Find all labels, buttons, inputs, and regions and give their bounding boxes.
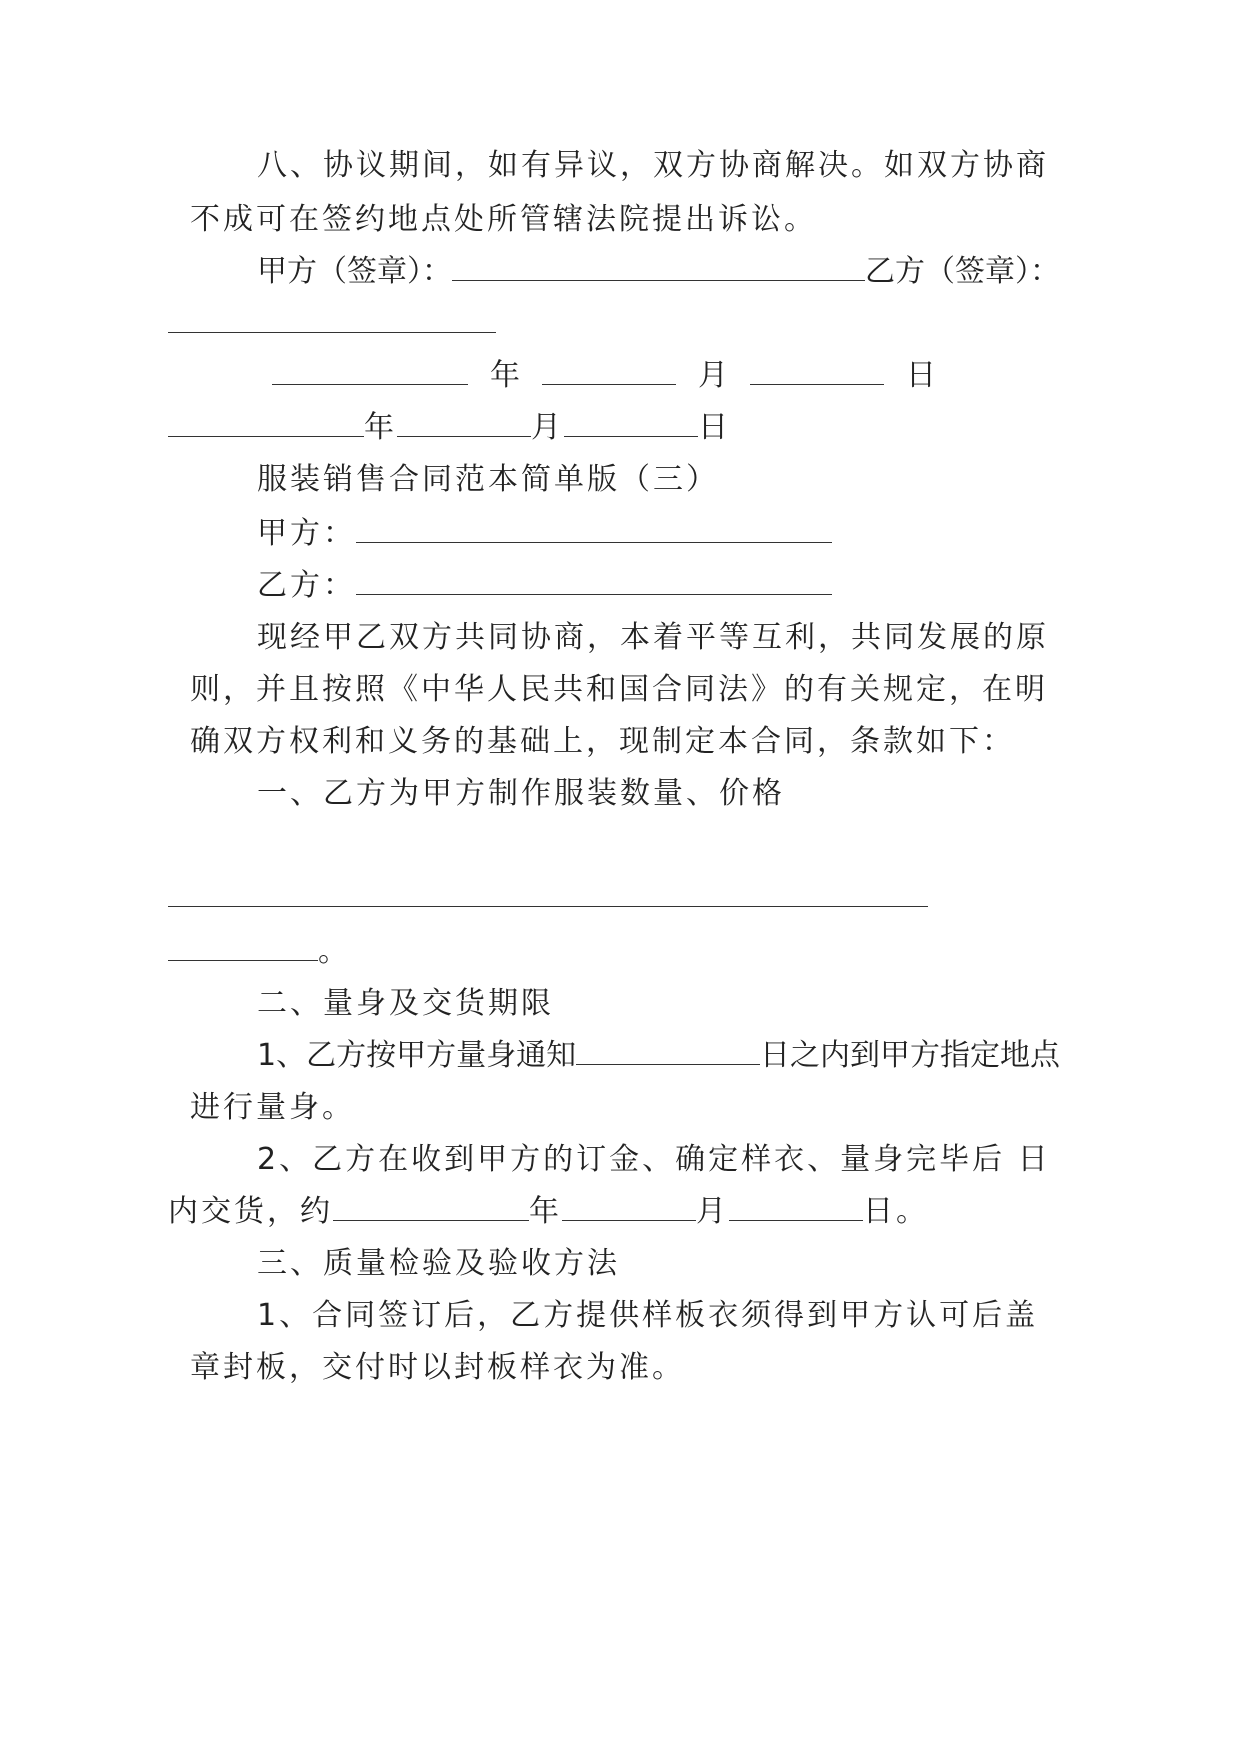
section-2-title: 二、量身及交货期限 bbox=[257, 986, 554, 1021]
delivery-year-label: 年 bbox=[529, 1194, 562, 1229]
day-blank-b[interactable] bbox=[564, 408, 698, 437]
signature-line bbox=[257, 252, 1060, 292]
contract-title: 服装销售合同范本简单版（三） bbox=[257, 462, 719, 497]
party-b-blank[interactable] bbox=[356, 566, 832, 595]
clause-8-line-1: 八、协议期间，如有异议，双方协商解决。如双方协商 bbox=[257, 148, 1049, 183]
party-b-label: 乙方： bbox=[257, 568, 356, 603]
year-blank-b[interactable] bbox=[168, 408, 364, 437]
day-label-b: 日 bbox=[698, 410, 731, 445]
year-blank-a[interactable] bbox=[272, 356, 468, 385]
party-b-sign-label: 乙方（签章）： bbox=[865, 254, 1060, 289]
month-blank-a[interactable] bbox=[542, 356, 676, 385]
section-3-1-line-1: 1、合同签订后，乙方提供样板衣须得到甲方认可后盖 bbox=[257, 1298, 1039, 1333]
preamble-line-2: 则，并且按照《中华人民共和国合同法》的有关规定，在明 bbox=[190, 672, 1048, 707]
month-blank-b[interactable] bbox=[397, 408, 531, 437]
delivery-month-label: 月 bbox=[696, 1194, 729, 1229]
section-2-2-line-2 bbox=[168, 1192, 1038, 1232]
section-1-period: 。 bbox=[318, 934, 351, 969]
delivery-month-blank[interactable] bbox=[562, 1192, 696, 1221]
party-b-sign-blank[interactable] bbox=[168, 332, 496, 333]
section-3-1-line-2: 章封板，交付时以封板样衣为准。 bbox=[190, 1350, 685, 1385]
month-label-b: 月 bbox=[531, 410, 564, 445]
party-a-line bbox=[257, 514, 1060, 554]
section-1-blank-line[interactable] bbox=[168, 906, 928, 907]
section-2-2-line-1: 2、乙方在收到甲方的订金、确定样衣、量身完毕后 日 bbox=[257, 1142, 1051, 1177]
section-1-blank-short[interactable] bbox=[168, 932, 318, 961]
date-line-b bbox=[168, 408, 1038, 448]
section-2-1-text-b: 日之内到甲方指定地点 bbox=[760, 1038, 1060, 1073]
section-1-blank-end bbox=[168, 932, 1038, 972]
section-1-title: 一、乙方为甲方制作服装数量、价格 bbox=[257, 776, 785, 811]
preamble-line-1: 现经甲乙双方共同协商，本着平等互利，共同发展的原 bbox=[257, 620, 1049, 655]
section-3-title: 三、质量检验及验收方法 bbox=[257, 1246, 620, 1281]
delivery-day-label: 日。 bbox=[863, 1194, 929, 1229]
preamble-line-3: 确双方权利和义务的基础上，现制定本合同，条款如下： bbox=[190, 724, 1015, 759]
party-a-blank[interactable] bbox=[356, 514, 832, 543]
section-2-1-line-1 bbox=[257, 1036, 1060, 1076]
delivery-day-blank[interactable] bbox=[729, 1192, 863, 1221]
delivery-year-blank[interactable] bbox=[333, 1192, 529, 1221]
year-label-b: 年 bbox=[364, 410, 397, 445]
date-line-a bbox=[272, 356, 936, 396]
party-a-sign-label: 甲方（签章）： bbox=[257, 254, 452, 289]
section-2-1-line-2: 进行量身。 bbox=[190, 1090, 355, 1125]
party-b-line bbox=[257, 566, 1060, 606]
measure-days-blank[interactable] bbox=[576, 1036, 760, 1065]
day-blank-a[interactable] bbox=[750, 356, 884, 385]
section-2-1-text-a: 1、乙方按甲方量身通知 bbox=[257, 1038, 577, 1073]
day-label-a: 日 bbox=[906, 358, 936, 393]
party-a-sign-blank[interactable] bbox=[452, 252, 865, 281]
year-label-a: 年 bbox=[490, 358, 520, 393]
clause-8-line-2: 不成可在签约地点处所管辖法院提出诉讼。 bbox=[190, 202, 817, 237]
month-label-a: 月 bbox=[698, 358, 728, 393]
party-a-label: 甲方： bbox=[257, 516, 356, 551]
section-2-2-text: 内交货，约 bbox=[168, 1194, 333, 1229]
